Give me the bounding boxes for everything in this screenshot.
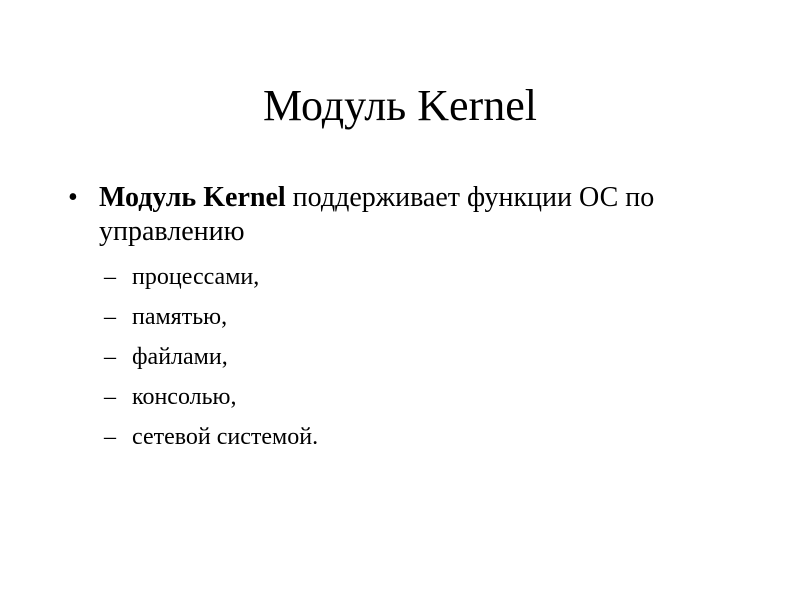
dash-marker-icon: – <box>104 424 116 450</box>
slide-content <box>62 181 742 463</box>
sub-bullet-list <box>62 263 742 451</box>
dash-marker-icon: – <box>104 384 116 410</box>
sub-bullet-text: файлами, <box>132 344 228 370</box>
sub-bullet-text: памятью, <box>132 304 228 330</box>
dash-marker-icon: – <box>104 264 116 290</box>
sub-bullet-item <box>104 303 742 331</box>
sub-bullet-text: сетевой системой. <box>132 424 319 450</box>
sub-bullet-item <box>104 383 742 411</box>
main-bullet <box>62 181 742 249</box>
slide-title: Модуль Kernel <box>263 81 537 130</box>
bullet-bold-text: Модуль Kernel <box>99 182 286 213</box>
bullet-text: поддерживает функции ОС по управлению <box>99 182 655 247</box>
sub-bullet-item <box>104 263 742 291</box>
sub-bullet-text: процессами, <box>132 264 260 290</box>
sub-bullet-item <box>104 423 742 451</box>
sub-bullet-item <box>104 343 742 371</box>
bullet-marker-icon: • <box>68 182 78 213</box>
dash-marker-icon: – <box>104 344 116 370</box>
sub-bullet-text: консолью, <box>132 384 237 410</box>
dash-marker-icon: – <box>104 304 116 330</box>
